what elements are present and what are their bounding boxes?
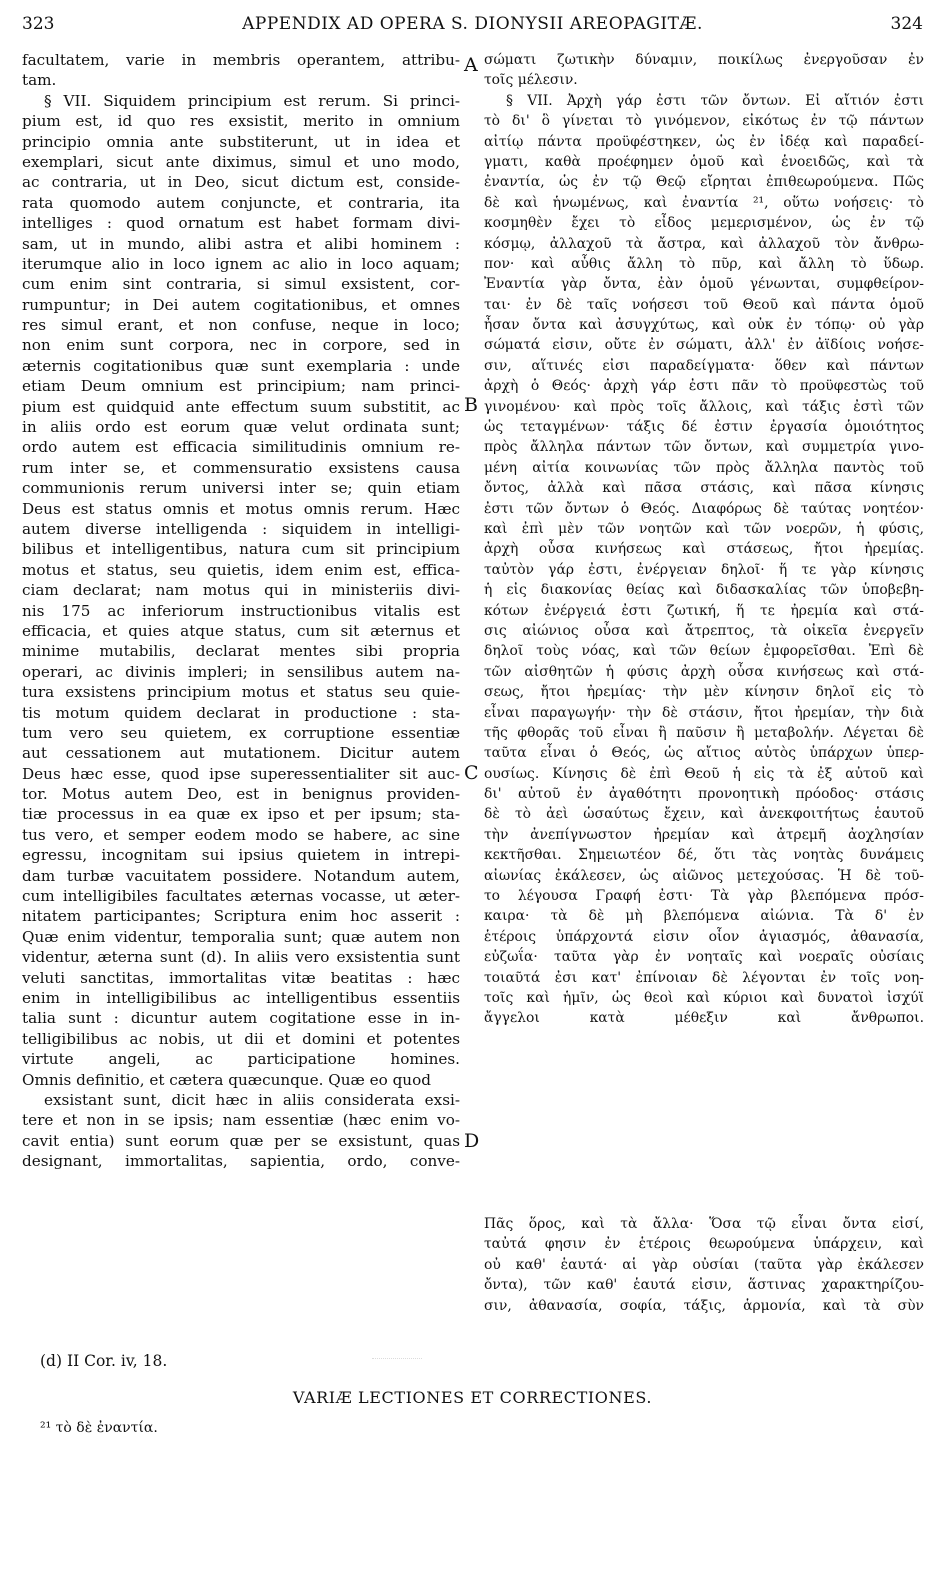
text-line: § VII. Siquidem principium est rerum. Si princi- [44, 91, 460, 110]
text-line: cum enim sint contraria, si simul exsistent, cor- [22, 275, 460, 294]
text-line: καιρα· τὰ δὲ μὴ βλεπόμενα αἰώνια. Τὰ δ' ἐν [484, 908, 924, 925]
text-line: tus vero, et semper eodem modo se habere, ac sine [22, 825, 460, 844]
text-line: δηλοῖ τοὺς νόας, καὶ τῶν θείων ἐμφορεῖσθαι. Ἐπὶ δὲ [484, 643, 924, 660]
text-line: ὡς τεταγμένων· τάξις δέ ἐστιν ἐργασία ὁμοιότητος [484, 419, 924, 436]
text-line: σώματά εἰσιν, οὔτε ἐν σώματι, ἀλλ' ἐν ἀϊδίοις νοήσε- [484, 337, 924, 354]
text-line: designant, immortalitas, sapientia, ordo, conve- [22, 1152, 460, 1171]
text-line: κεκτῆσθαι. Σημειωτέον δέ, ὅτι τὰς νοητὰς δυνάμεις [484, 847, 924, 864]
text-line: rata quomodo autem conjuncte, et contraria, ita [22, 193, 460, 212]
text-line: ἄγγελοι κατὰ μέθεξιν καὶ ἄνθρωποι. [484, 1010, 924, 1027]
text-line: intelliges : quod ornatum est habet formam divi- [22, 214, 460, 233]
text-line: autem diverse intelligenda : siquidem in intelligi- [22, 519, 460, 538]
text-line: ταὐτά φησιν ἐν ἑτέροις θεωρούμενα ὑπάρχειν, καὶ [484, 1236, 924, 1253]
margin-mark-a: A [464, 54, 478, 76]
text-line: σεως, ἤτοι ἠρεμίας· τὴν μὲν κίνησιν δηλοῖ εἰς τὸ [484, 684, 924, 701]
text-line: Quæ enim videntur, temporalia sunt; quæ autem non [22, 927, 460, 946]
text-line: nis 175 ac inferiorum instructionibus vitalis est [22, 601, 460, 620]
text-line: Omnis definitio, et cætera quæcunque. Quæ eo quod [22, 1070, 431, 1089]
text-line: αἰωνίας ἐκάλεσεν, ὡς αἰῶνος μετεχούσας. Ἡ δὲ τοῦ- [484, 867, 924, 884]
text-line: εὐζωΐα· ταῦτα γὰρ ἐν νοηταῖς καὶ νοεραῖς οὐσίαις [484, 949, 924, 966]
text-line: iterumque alio in loco ignem ac alio in loco aquam; [22, 254, 460, 273]
text-line: δὲ καὶ ἡνωμένως, καὶ ἐναντία ²¹, οὕτω νοήσεις· τὸ [484, 194, 924, 211]
text-line: γινομένου· καὶ πρὸς τοῖς ἄλλοις, καὶ τάξις ἐστὶ τῶν [484, 398, 924, 415]
text-line: μένη αἰτία κοινωνίας τῶν πρὸς ἄλληλα παντὸς τοῦ [484, 459, 924, 476]
text-line: in aliis ordo est eorum quæ velut ordinata sunt; [22, 418, 460, 437]
text-line: ἀρχὴ οὖσα κινήσεως καὶ στάσεως, ἤτοι ἠρεμίας. [484, 541, 924, 558]
text-line: telligibilibus ac nobis, ut dii et domini et potentes [22, 1029, 460, 1048]
text-line: etiam Deum omnium est principium; nam princi- [22, 377, 460, 396]
text-line: κοσμηθὲν ἔχει τὸ εἶδος μεμερισμένον, ὡς ἐν τῷ [484, 215, 924, 232]
text-line: communionis rerum universi inter se; quin etiam [22, 479, 460, 498]
text-line: τῆς φθορᾶς τοῦ εἶναι ἢ παῦσιν ἢ μεταβολήν. Λέγεται δὲ [484, 724, 924, 741]
text-line: το λέγουσα Γραφή ἐστι· Τὰ γὰρ βλεπόμενα πρόσ- [484, 888, 924, 905]
text-line: ordo autem est efficacia similitudinis omnium re- [22, 438, 460, 457]
text-line: bilibus et intelligentibus, natura cum sit principium [22, 540, 460, 559]
text-line: tor. Motus autem Deo, est in benignus providen- [22, 785, 460, 804]
text-line: res simul erant, et non confuse, neque in loco; [22, 316, 460, 335]
text-line: Deus est status omnis et motus omnis rerum. Hæc [22, 499, 460, 518]
text-line: κόσμῳ, ἀλλαχοῦ τὰ ἄστρα, καὶ ἀλλαχοῦ τὸν ἄνθρω- [484, 235, 924, 252]
text-line: τοιαῦτά ἐσι κατ' ἐπίνοιαν δὲ λέγονται ἐν τοῖς νοη- [484, 969, 924, 986]
text-line: ἑτέροις ὑπάρχοντά εἰσιν οἷον ἁγιασμός, ἀθανασία, [484, 928, 924, 945]
text-line: δὲ τὸ ἀεὶ ὡσαύτως ἔχειν, καὶ ἀνεκφοιτήτως ἑαυτοῦ [484, 806, 924, 823]
text-line: videntur, æterna sunt (d). In aliis vero exsistentia sunt [22, 948, 460, 967]
page-number-right: 324 [890, 14, 923, 34]
text-line: δι' αὐτοῦ ἐν ἀγαθότητι προνοητικὴ πρόοδος· στάσις [484, 786, 924, 803]
text-line: ὄντος, ἀλλὰ καὶ πᾶσα στάσις, καὶ πᾶσα κίνησις [484, 480, 924, 497]
text-line: τοῖς καὶ ἡμῖν, ὡς θεοὶ καὶ κύριοι καὶ δυνατοὶ ἰσχύϊ [484, 989, 924, 1006]
text-line: rumpuntur; in Dei autem cogitationibus, et omnes [22, 295, 460, 314]
text-line: exsistant sunt, dicit hæc in aliis considerata exsi- [44, 1090, 460, 1109]
text-line: operari, ac divinis impleri; in sensilibus autem na- [22, 662, 460, 681]
text-line: enim in intelligibilibus ac intelligentibus essentiis [22, 988, 460, 1007]
text-line: αἰτίῳ πάντα προϋφέστηκεν, ὡς ἐν ἰδέᾳ καὶ παραδεί- [484, 133, 924, 150]
text-line: ac contraria, ut in Deo, sicut dictum est, conside- [22, 173, 460, 192]
text-line: ἐστι τῶν ὄντων ὁ Θεός. Διαφόρως δὲ ταύτας νοητέον· [484, 500, 924, 517]
latin-column [22, 50, 460, 1171]
text-line: non enim sunt corpora, nec in corpore, sed in [22, 336, 460, 355]
margin-mark-c: C [464, 762, 479, 784]
text-line: ταὐτὸν γάρ ἐστι, ἐνέργειαν δηλοῖ· ἥ τε γὰρ κίνησις [484, 561, 924, 578]
running-title: APPENDIX AD OPERA S. DIONYSII AREOPAGITÆ. [242, 14, 703, 34]
text-line: aut cessationem aut mutationem. Dicitur autem [22, 744, 460, 763]
text-line: motus et status, seu quietis, idem enim est, effica- [22, 560, 460, 579]
text-line: efficacia, et quies atque status, cum sit æternus et [22, 621, 460, 640]
text-line: Πᾶς ὅρος, καὶ τὰ ἄλλα· Ὅσα τῷ εἶναι ὄντα εἰσί, [484, 1216, 924, 1232]
text-line: Deus hæc esse, quod ipse superessentialiter sit auc- [22, 764, 460, 783]
text-line: εἶναι παραγωγήν· τὴν δὲ στάσιν, ἤτοι ἠρεμίαν, τὴν διὰ [484, 704, 924, 721]
text-line: καὶ ἐπὶ μὲν τῶν νοητῶν καὶ τῶν νοερῶν, ἡ φύσις, [484, 520, 924, 537]
text-line: κότων ἐνέργειά ἐστι ζωτική, ἥ τε ἠρεμία καὶ στά- [484, 602, 924, 619]
text-line: dam turbæ vacuitatem possidere. Notandum autem, [22, 866, 460, 885]
text-line: τὴν ἀνεπίγνωστον ἠρεμίαν καὶ ἀτρεμῆ ἀοχλησίαν [484, 826, 924, 843]
greek-second-paragraph [484, 1214, 924, 1316]
text-line: veluti sanctitas, immortalitas vitæ beatitas : hæc [22, 968, 460, 987]
text-line: ἡ εἰς διακονίας θείας καὶ διδασκαλίας τῶν ὑποβεβη- [484, 582, 924, 599]
text-line: σιν, αἵτινές εἰσι παραδείγματα· ὅθεν καὶ πάντων [484, 357, 924, 374]
margin-mark-b: B [464, 394, 478, 416]
greek-column [484, 50, 924, 1314]
greek-footnote: ²¹ τὸ δὲ ἐναντία. [40, 1420, 158, 1436]
text-line: πρὸς ἄλληλα πάντων τῶν ὄντων, καὶ συμμετρία γινο- [484, 439, 924, 456]
variants-title: VARIÆ LECTIONES ET CORRECTIONES. [292, 1388, 653, 1407]
text-line: ciam declarat; nam motus qui in ministeriis divi- [22, 581, 460, 600]
page-number-left: 323 [22, 14, 55, 34]
text-line: ἐναντία, ὡς ἐν τῷ Θεῷ εἴρηται ἐπιθεωρούμενα. Πῶς [484, 174, 924, 191]
text-line: tere et non in se ipsis; nam essentiæ (hæc enim vo- [22, 1111, 460, 1130]
text-line: tam. [22, 71, 57, 90]
text-line: virtute angeli, ac participatione homines. [22, 1050, 460, 1069]
text-line: ἀρχὴ ὁ Θεός· ἀρχὴ γάρ ἐστι πᾶν τὸ προϋφεστὼς τοῦ [484, 378, 924, 395]
text-line: πον· καὶ αὖθις ἄλλη τὸ πῦρ, καὶ ἄλλη τὸ ὕδωρ. [484, 255, 924, 272]
text-line: tura exsistens principium motus et status seu quie- [22, 683, 460, 702]
running-header [0, 14, 945, 38]
text-line: pium est quidquid ante effectum suum substitit, ac [22, 397, 460, 416]
text-line: ται· ἐν δὲ ταῖς νοήσεσι τοῦ Θεοῦ καὶ πάντα ὁμοῦ [484, 296, 924, 313]
text-line: facultatem, varie in membris operantem, attribu- [22, 51, 460, 69]
text-line: τοῖς μέλεσιν. [484, 72, 578, 89]
text-line: σιν, ἀθανασία, σοφία, τάξις, ἁρμονία, καὶ τὰ σὺν [484, 1297, 924, 1314]
text-line: cum intelligibiles facultates æternas vocasse, ut æter- [22, 887, 460, 906]
text-line: cavit entia) sunt eorum quæ per se exsistunt, quas [22, 1131, 460, 1150]
text-line: § VII. Ἀρχὴ γάρ ἐστι τῶν ὄντων. Εἰ αἴτιόν ἐστι [506, 92, 924, 109]
text-line: σις αἰώνιος οὖσα καὶ ἄτρεπτος, τὰ οἰκεῖα ἐνεργεῖν [484, 622, 924, 639]
margin-mark-d: D [464, 1130, 480, 1152]
text-line: ὄντα), τῶν καθ' ἑαυτά εἰσιν, ἅστινας χαρακτηρίζου- [484, 1277, 924, 1294]
text-line: τῶν αἰσθητῶν ἡ φύσις ἀρχὴ οὖσα κινήσεως καὶ στά- [484, 663, 924, 680]
text-line: tis motum quidem declarat in productione : sta- [22, 703, 460, 722]
text-line: minime mutabilis, declarat mentes sibi propria [22, 642, 460, 661]
text-line: Ἐναντία γὰρ ὄντα, ἐὰν ὁμοῦ γένωνται, συμφθείρον- [484, 276, 924, 293]
text-line: pium est, id quo res exsistit, merito in omnium [22, 112, 460, 131]
text-line: talia sunt : dicuntur autem cogitatione esse in in- [22, 1009, 460, 1028]
text-line: egressu, incognitam sui ipsius quietem in intrepi- [22, 846, 460, 865]
text-line: γματι, καθὰ προέφημεν ὁμοῦ καὶ ἑνοειδῶς, καὶ τὰ [484, 153, 924, 170]
text-line: tum vero seu quietem, ex corruptione essentiæ [22, 723, 460, 742]
text-line: rum inter se, et commensuratio exsistens causa [22, 458, 460, 477]
text-line: ουσίως. Κίνησις δὲ ἐπὶ Θεοῦ ἡ εἰς τὰ ἐξ αὐτοῦ καὶ [484, 765, 924, 782]
text-line: principio omnia ante substiterunt, ut in idea et [22, 132, 460, 151]
text-line: σώματι ζωτικὴν δύναμιν, ποικίλως ἐνεργοῦσαν ἐν [484, 52, 924, 68]
text-line: æternis cogitationibus quæ sunt exemplaria : unde [22, 356, 460, 375]
text-line: nitatem participantes; Scriptura enim hoc asserit : [22, 907, 460, 926]
text-line: exemplari, sicut ante diximus, simul et uno modo, [22, 152, 460, 171]
text-line: ταῦτα εἶναι ὁ Θεός, ὡς αἴτιος αὐτὸς ὑπάρχων ὑπερ- [484, 745, 924, 762]
print-smudge [372, 1358, 422, 1365]
text-line: οὐ καθ' ἑαυτά· αἱ γὰρ οὐσίαι (ταῦτα γὰρ ἐκάλεσεν [484, 1256, 924, 1273]
text-line: ἦσαν ὄντα καὶ ἀσυγχύτως, καὶ οὐκ ἐν τόπῳ· οὐ γὰρ [484, 317, 924, 334]
text-line: τὸ δι' ὃ γίνεται τὸ γινόμενον, εἰκότως ἐν τῷ πάντων [484, 113, 924, 130]
latin-footnote: (d) II Cor. iv, 18. [40, 1352, 168, 1370]
text-line: sam, ut in mundo, alibi astra et alibi hominem : [22, 234, 460, 253]
text-line: tiæ processus in ea quæ ex ipso et per ipsum; sta- [22, 805, 460, 824]
